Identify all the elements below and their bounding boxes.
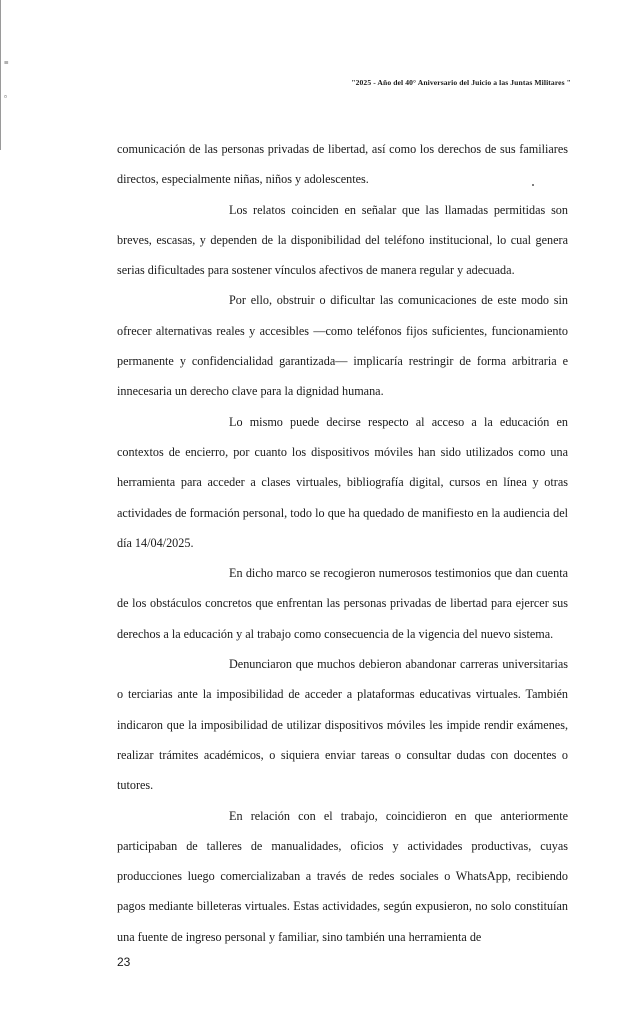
paragraph: comunicación de las personas privadas de libertad, así como los derechos de sus familiares directos, especialmente niñas, niños y adolescentes.: [117, 142, 568, 187]
document-body: [117, 134, 568, 952]
paragraph: En relación con el trabajo, coincidieron en que anteriormente participaban de talleres de manualidades, oficios y actividades productivas, cuyas producciones luego comercializaban a través de redes sociales o WhatsApp, recibiendo pagos mediante billeteras virtuales. Estas actividades, según expusieron, no solo constituían una fuente de ingreso personal y familiar, sino también una herramienta de: [117, 808, 568, 944]
margin-mark-bottom: ▫: [4, 92, 7, 101]
margin-mark-top: ≡: [4, 58, 9, 67]
scan-edge-line: [0, 0, 1, 150]
paragraph: Los relatos coinciden en señalar que las llamadas permitidas son breves, escasas, y dependen de la disponibilidad del teléfono institucional, lo cual genera serias dificultades para sostener vínculos afectivos de manera regular y adecuada.: [117, 202, 568, 278]
page-header: "2025 - Año del 40° Aniversario del Juicio a las Juntas Militares ": [351, 78, 571, 87]
paragraph: En dicho marco se recogieron numerosos testimonios que dan cuenta de los obstáculos concretos que enfrentan las personas privadas de libertad para ejercer sus derechos a la educación y al trabajo como consecuencia de la vigencia del nuevo sistema.: [117, 566, 568, 641]
paragraph: Denunciaron que muchos debieron abandonar carreras universitarias o terciarias ante la imposibilidad de acceder a plataformas educativas virtuales. También indicaron que la imposibilidad de utilizar dispositivos móviles les impide rendir exámenes, realizar trámites académicos, o siquiera enviar tareas o consultar dudas con docentes o tutores.: [117, 657, 568, 793]
paragraph: Lo mismo puede decirse respecto al acceso a la educación en contextos de encierro, por cuanto los dispositivos móviles han sido utilizados como una herramienta para acceder a clases virtuales, bibliografía digital, cursos en línea y otras actividades de formación personal, todo lo que ha quedado de manifiesto en la audiencia del día 14/04/2025.: [117, 414, 568, 550]
page-number: 23: [117, 955, 131, 969]
paragraph: Por ello, obstruir o dificultar las comunicaciones de este modo sin ofrecer alternativas reales y accesibles —como teléfonos fijos suficientes, funcionamiento permanente y confidencialidad garantizada— implicaría restringir de forma arbitraria e innecesaria un derecho clave para la dignidad humana.: [117, 293, 568, 399]
